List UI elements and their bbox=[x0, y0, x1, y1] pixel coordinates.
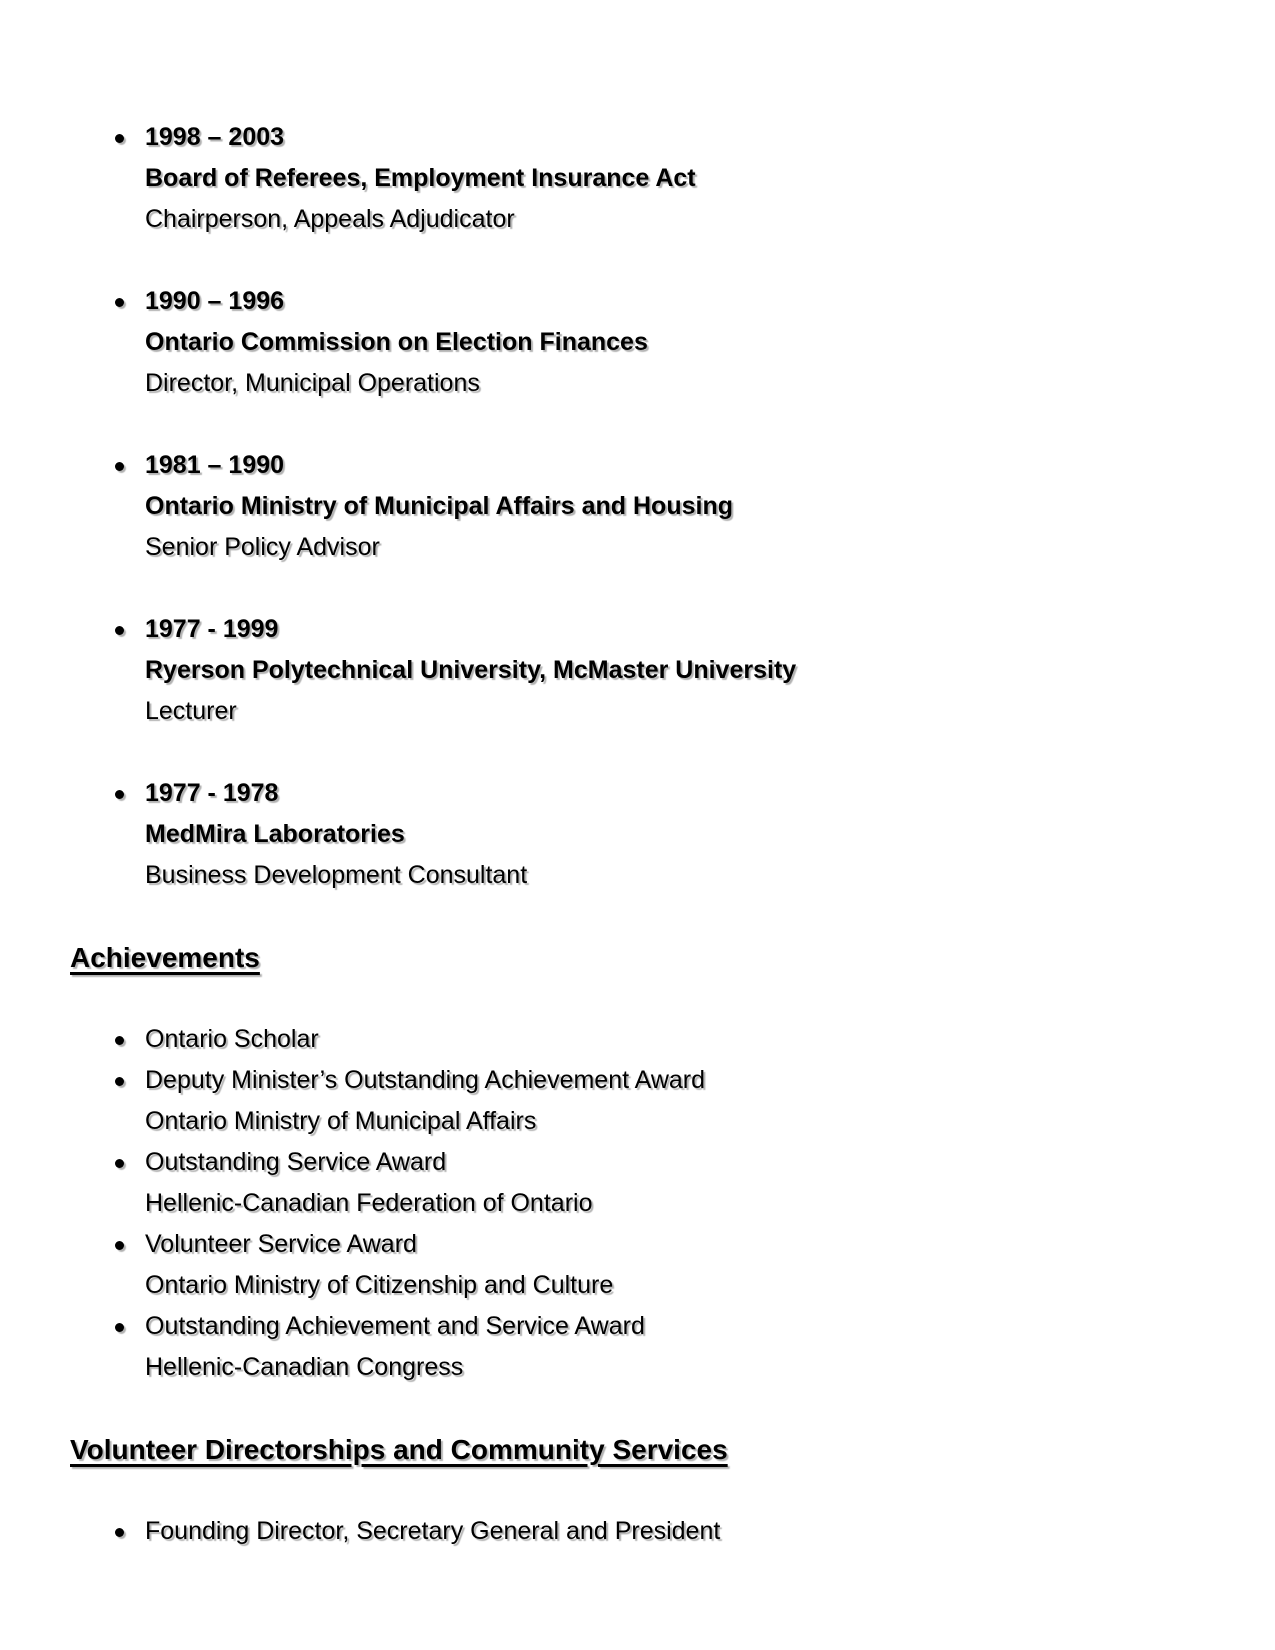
experience-role: Senior Policy Advisor bbox=[145, 533, 380, 561]
experience-role: Director, Municipal Operations bbox=[145, 369, 480, 397]
experience-item bbox=[70, 773, 1215, 896]
volunteer-item bbox=[70, 1511, 1215, 1552]
achievement-item bbox=[70, 1306, 1215, 1388]
achievement-item bbox=[70, 1019, 1215, 1060]
bullet-icon bbox=[115, 1528, 124, 1537]
experience-organization: Ontario Ministry of Municipal Affairs and Housing bbox=[145, 492, 733, 520]
bullet-icon bbox=[115, 1036, 124, 1045]
bullet-icon bbox=[115, 626, 124, 635]
bullet-icon bbox=[115, 298, 124, 307]
achievement-title: Volunteer Service Award bbox=[145, 1230, 417, 1258]
bullet-icon bbox=[115, 1077, 124, 1086]
achievement-item bbox=[70, 1060, 1215, 1142]
bullet-icon bbox=[115, 1241, 124, 1250]
achievements-section bbox=[70, 1019, 1215, 1388]
volunteer-section bbox=[70, 1511, 1215, 1552]
experience-period: 1998 – 2003 bbox=[145, 123, 285, 151]
experience-organization: Board of Referees, Employment Insurance Act bbox=[145, 164, 696, 192]
achievement-item bbox=[70, 1142, 1215, 1224]
bullet-icon bbox=[115, 1159, 124, 1168]
achievement-title: Outstanding Service Award bbox=[145, 1148, 447, 1176]
experience-role: Chairperson, Appeals Adjudicator bbox=[145, 205, 515, 233]
achievement-organization: Ontario Ministry of Municipal Affairs bbox=[145, 1107, 537, 1135]
experience-item bbox=[70, 609, 1215, 732]
experience-organization: Ontario Commission on Election Finances bbox=[145, 328, 648, 356]
bullet-icon bbox=[115, 790, 124, 799]
volunteer-heading: Volunteer Directorships and Community Services bbox=[70, 1434, 728, 1465]
bullet-icon bbox=[115, 462, 124, 471]
achievements-heading: Achievements bbox=[70, 942, 260, 973]
experience-period: 1990 – 1996 bbox=[145, 287, 285, 315]
achievement-organization: Ontario Ministry of Citizenship and Culture bbox=[145, 1271, 614, 1299]
experience-role: Business Development Consultant bbox=[145, 861, 528, 889]
experience-organization: MedMira Laboratories bbox=[145, 820, 405, 848]
achievement-title: Outstanding Achievement and Service Award bbox=[145, 1312, 645, 1340]
experience-period: 1981 – 1990 bbox=[145, 451, 285, 479]
experience-section bbox=[70, 117, 1215, 896]
achievement-title: Deputy Minister’s Outstanding Achievement Award bbox=[145, 1066, 706, 1094]
experience-role: Lecturer bbox=[145, 697, 237, 725]
experience-item bbox=[70, 445, 1215, 568]
achievement-title: Ontario Scholar bbox=[145, 1025, 319, 1053]
experience-organization: Ryerson Polytechnical University, McMaster University bbox=[145, 656, 797, 684]
bullet-icon bbox=[115, 134, 124, 143]
experience-item bbox=[70, 117, 1215, 240]
achievement-organization: Hellenic-Canadian Federation of Ontario bbox=[145, 1189, 593, 1217]
achievement-item bbox=[70, 1224, 1215, 1306]
volunteer-title: Founding Director, Secretary General and President bbox=[145, 1517, 721, 1545]
achievement-organization: Hellenic-Canadian Congress bbox=[145, 1353, 464, 1381]
experience-period: 1977 - 1999 bbox=[145, 615, 279, 643]
experience-period: 1977 - 1978 bbox=[145, 779, 279, 807]
experience-item bbox=[70, 281, 1215, 404]
bullet-icon bbox=[115, 1323, 124, 1332]
